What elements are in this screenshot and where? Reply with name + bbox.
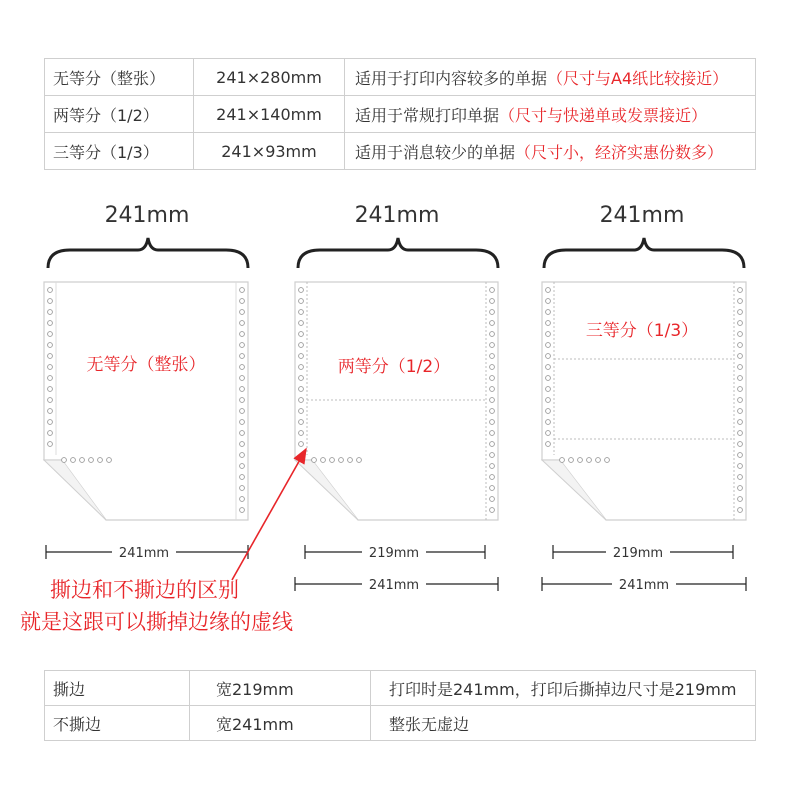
edge-type: 撕边 [45, 671, 190, 706]
feed-hole [299, 431, 304, 436]
feed-hole [312, 458, 317, 463]
panel-half-sheet [295, 203, 498, 593]
description-text: 适用于打印内容较多的单据 [355, 68, 548, 88]
feed-hole [240, 343, 245, 348]
feed-hole [490, 464, 495, 469]
feed-hole [546, 310, 551, 315]
dimension-label: 241mm [118, 546, 170, 561]
feed-hole [546, 343, 551, 348]
feed-hole [546, 409, 551, 414]
feed-hole [546, 288, 551, 293]
feed-hole [546, 420, 551, 425]
feed-hole [48, 376, 53, 381]
description-note: （尺寸小，经济实惠份数多） [515, 142, 724, 162]
dimension-label: 219mm [612, 546, 664, 561]
feed-hole [48, 321, 53, 326]
size-dimension: 241×280mm [194, 59, 345, 96]
feed-hole [738, 497, 743, 502]
feed-hole [299, 398, 304, 403]
feed-hole [240, 365, 245, 370]
feed-hole [299, 376, 304, 381]
feed-hole [490, 343, 495, 348]
feed-hole [299, 299, 304, 304]
feed-hole [569, 458, 574, 463]
dimension-label: 219mm [368, 546, 420, 561]
feed-hole [738, 310, 743, 315]
feed-hole [240, 288, 245, 293]
feed-hole [299, 310, 304, 315]
feed-hole [48, 288, 53, 293]
top-width-label: 241mm [104, 203, 190, 228]
annotation-line-1: 撕边和不撕边的区别 [50, 578, 239, 602]
feed-hole [490, 398, 495, 403]
feed-hole [738, 299, 743, 304]
top-width-label: 241mm [354, 203, 440, 228]
feed-hole [738, 376, 743, 381]
feed-hole [490, 354, 495, 359]
panel-third-sheet [542, 203, 746, 593]
feed-hole [48, 343, 53, 348]
feed-hole [587, 458, 592, 463]
feed-hole [738, 288, 743, 293]
feed-hole [48, 442, 53, 447]
edge-type: 不撕边 [45, 706, 190, 741]
dimension-label: 241mm [368, 578, 420, 593]
dimension-label: 241mm [618, 578, 670, 593]
feed-hole [240, 475, 245, 480]
feed-hole [546, 321, 551, 326]
feed-hole [240, 398, 245, 403]
edge-width: 宽219mm [190, 671, 371, 706]
feed-hole [738, 365, 743, 370]
feed-hole [490, 332, 495, 337]
feed-hole [738, 508, 743, 513]
width-brace [48, 238, 248, 268]
feed-hole [48, 310, 53, 315]
size-name: 无等分（整张） [45, 59, 194, 96]
feed-holes-right [738, 288, 743, 513]
top-width-label: 241mm [599, 203, 685, 228]
feed-hole [738, 409, 743, 414]
size-name: 三等分（1/3） [45, 133, 194, 170]
feed-hole [490, 486, 495, 491]
feed-holes-right [240, 288, 245, 513]
feed-hole [62, 458, 67, 463]
feed-hole [71, 458, 76, 463]
feed-hole [738, 321, 743, 326]
feed-hole [738, 464, 743, 469]
table-row [45, 671, 756, 706]
feed-hole [48, 332, 53, 337]
sheet-label: 两等分（1/2） [337, 357, 451, 377]
table-row [45, 706, 756, 741]
description-note: （尺寸与快递单或发票接近） [499, 105, 708, 125]
feed-hole [738, 453, 743, 458]
feed-hole [546, 431, 551, 436]
feed-hole [605, 458, 610, 463]
edge-width: 宽241mm [190, 706, 371, 741]
feed-hole [240, 453, 245, 458]
feed-hole [738, 431, 743, 436]
edge-description: 整张无虚边 [371, 706, 756, 741]
feed-hole [48, 387, 53, 392]
feed-hole [48, 365, 53, 370]
feed-holes-left [48, 288, 53, 447]
edge-description: 打印时是241mm，打印后撕掉边尺寸是219mm [371, 671, 756, 706]
feed-hole [48, 431, 53, 436]
feed-hole [578, 458, 583, 463]
feed-hole [240, 508, 245, 513]
feed-hole [546, 442, 551, 447]
feed-hole [490, 409, 495, 414]
feed-hole [490, 376, 495, 381]
feed-hole [546, 332, 551, 337]
feed-hole [240, 387, 245, 392]
feed-hole [107, 458, 112, 463]
feed-hole [490, 288, 495, 293]
feed-hole [546, 365, 551, 370]
feed-hole [339, 458, 344, 463]
feed-hole [48, 354, 53, 359]
width-brace [298, 238, 498, 268]
feed-holes-left [299, 288, 304, 447]
feed-hole [738, 387, 743, 392]
feed-hole [299, 354, 304, 359]
feed-hole [299, 420, 304, 425]
feed-hole [490, 321, 495, 326]
feed-hole [240, 310, 245, 315]
feed-hole [80, 458, 85, 463]
feed-holes-right [490, 288, 495, 513]
feed-hole [490, 420, 495, 425]
size-name: 两等分（1/2） [45, 96, 194, 133]
feed-hole [299, 365, 304, 370]
feed-hole [240, 486, 245, 491]
feed-hole [240, 299, 245, 304]
feed-hole [738, 332, 743, 337]
feed-hole [546, 398, 551, 403]
feed-hole [321, 458, 326, 463]
feed-hole [240, 420, 245, 425]
feed-hole [738, 486, 743, 491]
feed-hole [240, 321, 245, 326]
tear-edge-table [44, 670, 756, 741]
feed-hole [299, 343, 304, 348]
description-note: （尺寸与A4纸比较接近） [547, 68, 729, 88]
feed-hole [240, 354, 245, 359]
feed-hole [240, 376, 245, 381]
size-dimension: 241×140mm [194, 96, 345, 133]
feed-hole [240, 497, 245, 502]
feed-hole [299, 387, 304, 392]
feed-hole [357, 458, 362, 463]
feed-hole [546, 299, 551, 304]
feed-hole [240, 442, 245, 447]
feed-hole [48, 398, 53, 403]
description-text: 适用于消息较少的单据 [355, 142, 516, 162]
feed-hole [330, 458, 335, 463]
feed-hole [546, 387, 551, 392]
feed-hole [240, 332, 245, 337]
feed-hole [490, 475, 495, 480]
sheet-label: 三等分（1/3） [585, 321, 699, 341]
feed-hole [546, 376, 551, 381]
description-text: 适用于常规打印单据 [355, 105, 500, 125]
feed-hole [48, 409, 53, 414]
feed-hole [89, 458, 94, 463]
feed-hole [299, 321, 304, 326]
feed-hole [490, 508, 495, 513]
feed-hole [738, 442, 743, 447]
panel-whole-sheet [44, 203, 248, 561]
feed-hole [738, 354, 743, 359]
feed-hole [490, 365, 495, 370]
feed-hole [596, 458, 601, 463]
feed-hole [240, 431, 245, 436]
feed-hole [240, 464, 245, 469]
feed-hole [490, 310, 495, 315]
feed-hole [490, 442, 495, 447]
feed-hole [299, 288, 304, 293]
feed-hole [299, 409, 304, 414]
feed-hole [48, 299, 53, 304]
feed-hole [98, 458, 103, 463]
feed-hole [490, 453, 495, 458]
feed-hole [490, 299, 495, 304]
feed-hole [299, 442, 304, 447]
feed-hole [560, 458, 565, 463]
annotation-line-2: 就是这跟可以撕掉边缘的虚线 [20, 610, 293, 634]
feed-holes-left [546, 288, 551, 447]
feed-hole [738, 420, 743, 425]
feed-hole [240, 409, 245, 414]
feed-hole [299, 332, 304, 337]
size-dimension: 241×93mm [194, 133, 345, 170]
feed-hole [546, 354, 551, 359]
feed-hole [48, 420, 53, 425]
feed-hole [490, 387, 495, 392]
feed-hole [348, 458, 353, 463]
feed-hole [738, 398, 743, 403]
sheet-label: 无等分（整张） [86, 355, 206, 375]
feed-hole [738, 343, 743, 348]
width-brace [544, 238, 744, 268]
feed-hole [738, 475, 743, 480]
feed-hole [490, 497, 495, 502]
feed-hole [490, 431, 495, 436]
